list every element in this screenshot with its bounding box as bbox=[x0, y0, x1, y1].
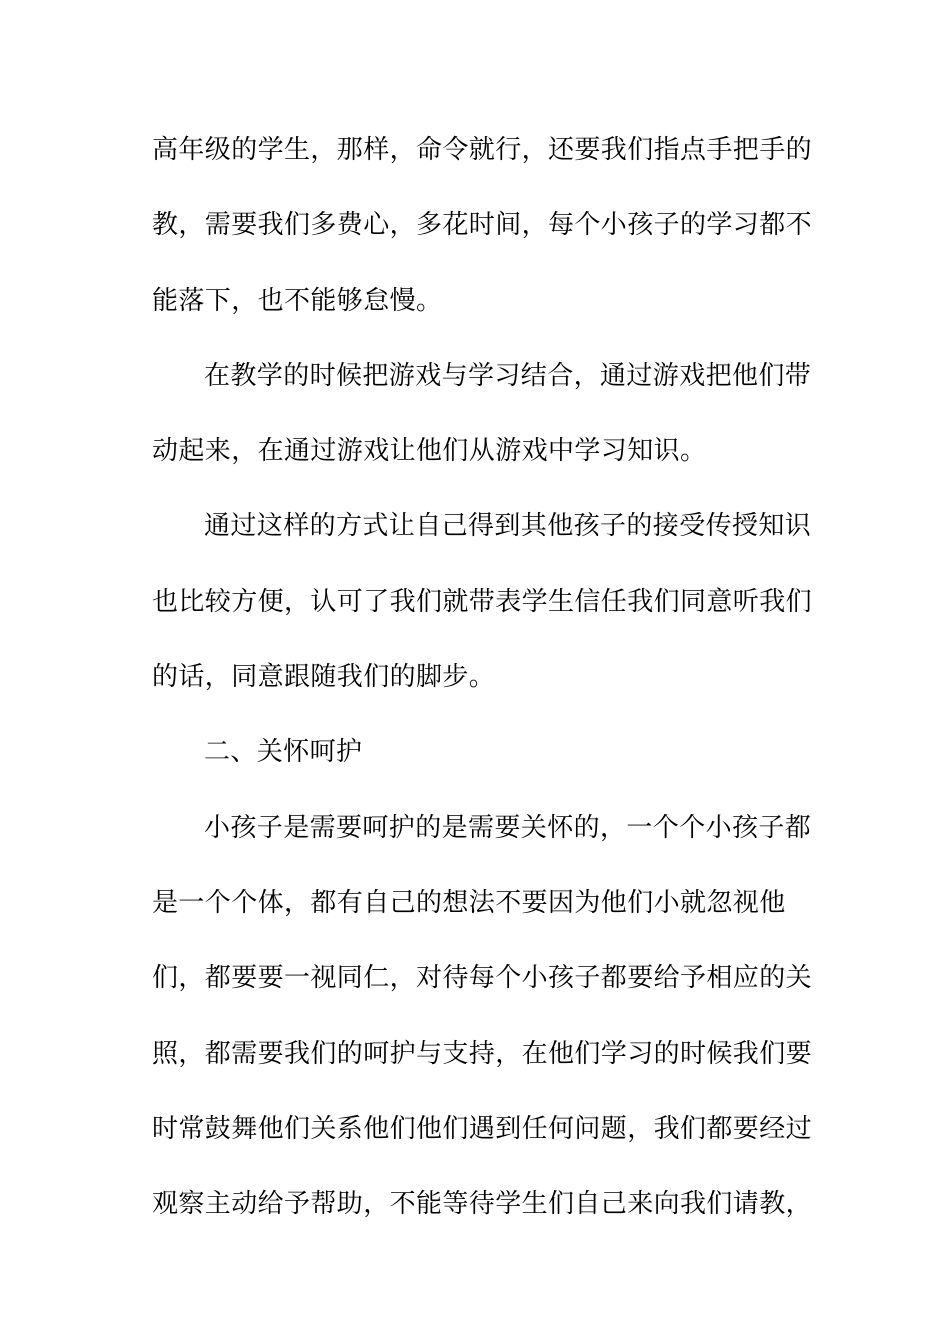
document-body bbox=[152, 128, 812, 1257]
text-line: 照，都需要我们的呵护与支持，在他们学习的时候我们要 bbox=[152, 1038, 813, 1069]
paragraph-first-line: 小孩子是需要呵护的是需要关怀的，一个个小孩子都 bbox=[204, 812, 812, 843]
text-line: 的话，同意跟随我们的脚步。 bbox=[152, 662, 496, 693]
text-line: 动起来，在通过游戏让他们从游戏中学习知识。 bbox=[152, 436, 707, 467]
text-line: 能落下，也不能够怠慢。 bbox=[152, 285, 443, 316]
text-line: 高年级的学生，那样，命令就行，还要我们指点手把手的 bbox=[152, 135, 813, 165]
text-line: 教，需要我们多费心，多花时间，每个小孩子的学习都不 bbox=[152, 210, 813, 241]
text-line: 也比较方便，认可了我们就带表学生信任我们同意听我们 bbox=[152, 586, 813, 617]
text-line: 时常鼓舞他们关系他们他们遇到任何问题，我们都要经过 bbox=[152, 1113, 813, 1144]
section-heading: 二、关怀呵护 bbox=[204, 737, 363, 768]
text-line: 们，都要要一视同仁，对待每个小孩子都要给予相应的关 bbox=[152, 963, 813, 994]
paragraph-first-line: 在教学的时候把游戏与学习结合，通过游戏把他们带 bbox=[204, 360, 812, 391]
text-line: 是一个个体，都有自己的想法不要因为他们小就忽视他 bbox=[152, 887, 786, 918]
paragraph-first-line: 通过这样的方式让自己得到其他孩子的接受传授知识 bbox=[204, 511, 812, 542]
text-line: 观察主动给予帮助，不能等待学生们自己来向我们请教， bbox=[152, 1189, 813, 1220]
